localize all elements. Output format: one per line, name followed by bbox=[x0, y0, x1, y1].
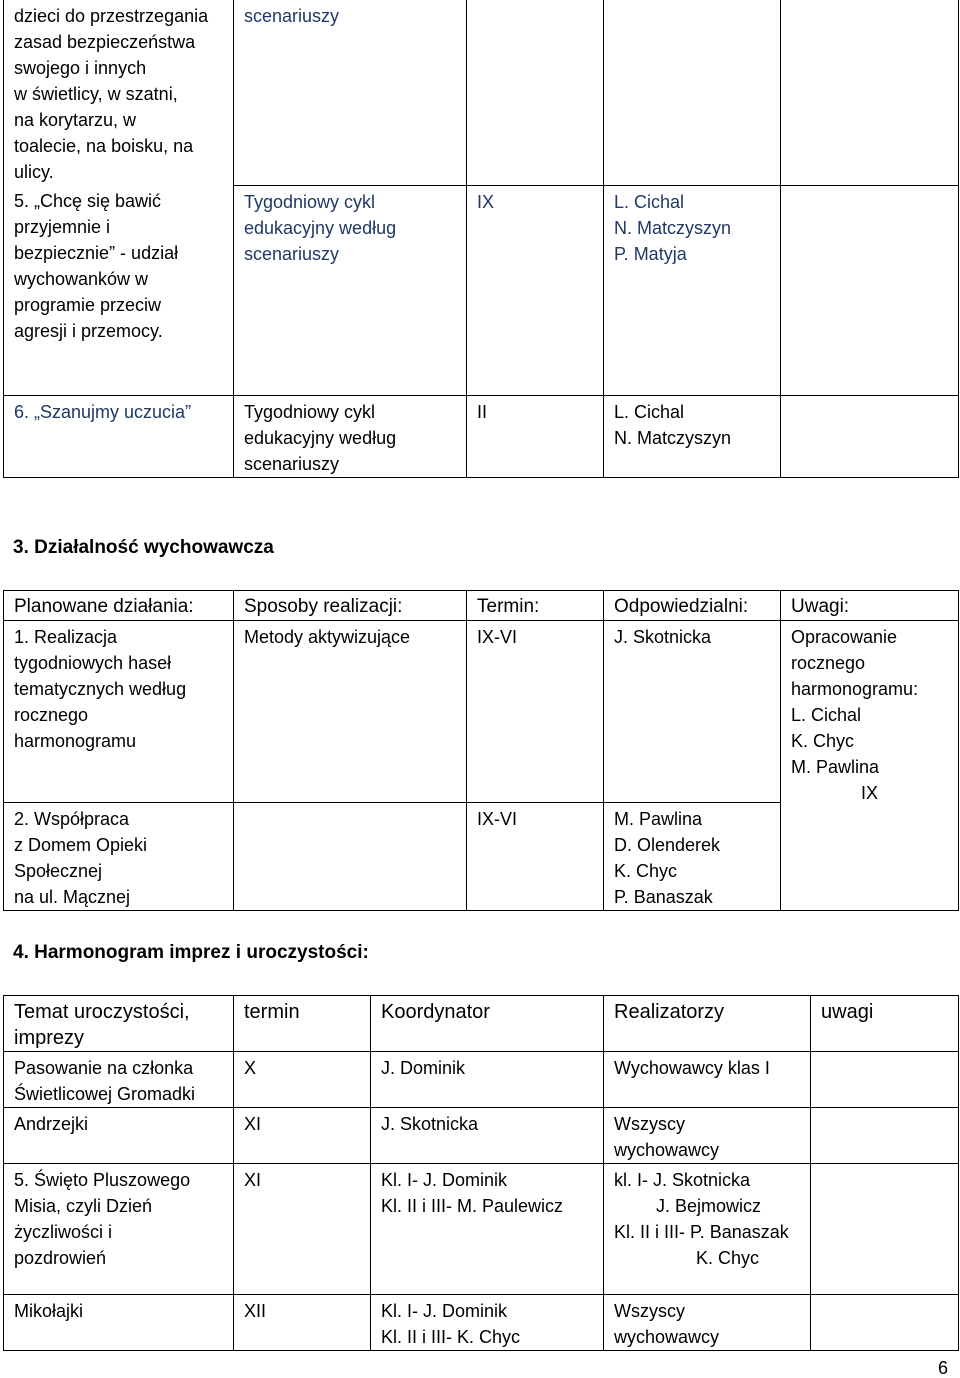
column-header: Termin: bbox=[467, 591, 604, 621]
coordinator-cell: J. Dominik bbox=[371, 1052, 604, 1108]
column-header: termin bbox=[234, 996, 371, 1052]
method-cell bbox=[234, 803, 467, 911]
executor-line: J. Bejmowicz bbox=[656, 1196, 762, 1216]
method-cell: Metody aktywizujące bbox=[234, 621, 467, 803]
activities-table-continued bbox=[3, 0, 959, 478]
activity-cell: 5. „Chcę się bawić przyjemnie i bezpiecznie” - udział wychowanków w programie przeciw agresji i przemocy. bbox=[4, 185, 234, 395]
term-cell: II bbox=[467, 395, 604, 477]
column-header: Uwagi: bbox=[781, 591, 959, 621]
method-cell: Tygodniowy cykl edukacyjny według scenariuszy bbox=[234, 395, 467, 477]
coordinator-cell: Kl. I- J. Dominik Kl. II i III- M. Paulewicz bbox=[371, 1164, 604, 1295]
notes-cell bbox=[811, 1164, 959, 1295]
page-number: 6 bbox=[937, 1358, 948, 1378]
term-cell: IX-VI bbox=[467, 803, 604, 911]
responsible-cell: L. Cichal N. Matczyszyn P. Matyja bbox=[604, 185, 781, 395]
executors-lines bbox=[614, 1167, 800, 1271]
column-header: Temat uroczystości, imprezy bbox=[4, 996, 234, 1052]
table-row bbox=[4, 395, 959, 477]
executor-line: kl. I- J. Skotnicka bbox=[614, 1170, 751, 1190]
notes-term: IX bbox=[860, 783, 878, 803]
table-header-row bbox=[4, 996, 959, 1052]
activity-cell: dzieci do przestrzegania zasad bezpieczeństwa swojego i innych w świetlicy, w szatni, na korytarzu, w toalecie, na boisku, na ulicy. bbox=[4, 0, 234, 185]
method-cell: Tygodniowy cykl edukacyjny według scenariuszy bbox=[234, 185, 467, 395]
notes-cell bbox=[811, 1295, 959, 1351]
term-cell: IX bbox=[467, 185, 604, 395]
notes-cell bbox=[811, 1108, 959, 1164]
notes-text: Opracowanie rocznego harmonogramu: L. Cichal K. Chyc M. Pawlina bbox=[791, 627, 919, 777]
executor-line: Kl. II i III- P. Banaszak bbox=[614, 1222, 789, 1242]
topic-cell: Andrzejki bbox=[4, 1108, 234, 1164]
topic-cell: Pasowanie na członka Świetlicowej Gromadki bbox=[4, 1052, 234, 1108]
topic-cell: 5. Święto Pluszowego Misia, czyli Dzień życzliwości i pozdrowień bbox=[4, 1164, 234, 1295]
term-cell: XII bbox=[234, 1295, 371, 1351]
column-header: Planowane działania: bbox=[4, 591, 234, 621]
term-cell: X bbox=[234, 1052, 371, 1108]
term-cell: XI bbox=[234, 1108, 371, 1164]
coordinator-cell: J. Skotnicka bbox=[371, 1108, 604, 1164]
executors-cell: Wychowawcy klas I bbox=[604, 1052, 811, 1108]
table-row bbox=[4, 0, 959, 185]
responsible-cell: M. Pawlina D. Olenderek K. Chyc P. Banaszak bbox=[604, 803, 781, 911]
table-header-row bbox=[4, 591, 959, 621]
method-cell: scenariuszy bbox=[244, 6, 340, 26]
executors-cell: Wszyscy wychowawcy bbox=[604, 1108, 811, 1164]
responsible-cell: L. Cichal N. Matczyszyn bbox=[604, 395, 781, 477]
column-header: Odpowiedzialni: bbox=[604, 591, 781, 621]
table-row bbox=[4, 1295, 959, 1351]
table-row bbox=[4, 1108, 959, 1164]
executor-line: K. Chyc bbox=[696, 1248, 760, 1268]
activity-cell: 2. Współpraca z Domem Opieki Społecznej na ul. Mącznej bbox=[4, 803, 234, 911]
executors-cell: Wszyscy wychowawcy bbox=[604, 1295, 811, 1351]
table-row bbox=[4, 1164, 959, 1295]
activity-cell: 6. „Szanujmy uczucia” bbox=[4, 395, 234, 477]
coordinator-cell: Kl. I- J. Dominik Kl. II i III- K. Chyc bbox=[371, 1295, 604, 1351]
section-heading: 4. Harmonogram imprez i uroczystości: bbox=[13, 942, 369, 963]
column-header: Koordynator bbox=[371, 996, 604, 1052]
term-cell: XI bbox=[234, 1164, 371, 1295]
table-row bbox=[4, 1052, 959, 1108]
term-cell: IX-VI bbox=[467, 621, 604, 803]
table-row bbox=[4, 621, 959, 803]
responsible-cell: J. Skotnicka bbox=[604, 621, 781, 803]
notes-cell bbox=[781, 621, 959, 911]
educational-activity-table bbox=[3, 590, 959, 911]
column-header: uwagi bbox=[811, 996, 959, 1052]
executors-cell bbox=[604, 1164, 811, 1295]
column-header: Sposoby realizacji: bbox=[234, 591, 467, 621]
table-row bbox=[4, 185, 959, 395]
activity-cell: 1. Realizacja tygodniowych haseł tematycznych według rocznego harmonogramu bbox=[4, 621, 234, 803]
topic-cell: Mikołajki bbox=[4, 1295, 234, 1351]
section-heading: 3. Działalność wychowawcza bbox=[13, 537, 274, 558]
notes-cell bbox=[811, 1052, 959, 1108]
events-schedule-table bbox=[3, 995, 959, 1351]
column-header: Realizatorzy bbox=[604, 996, 811, 1052]
